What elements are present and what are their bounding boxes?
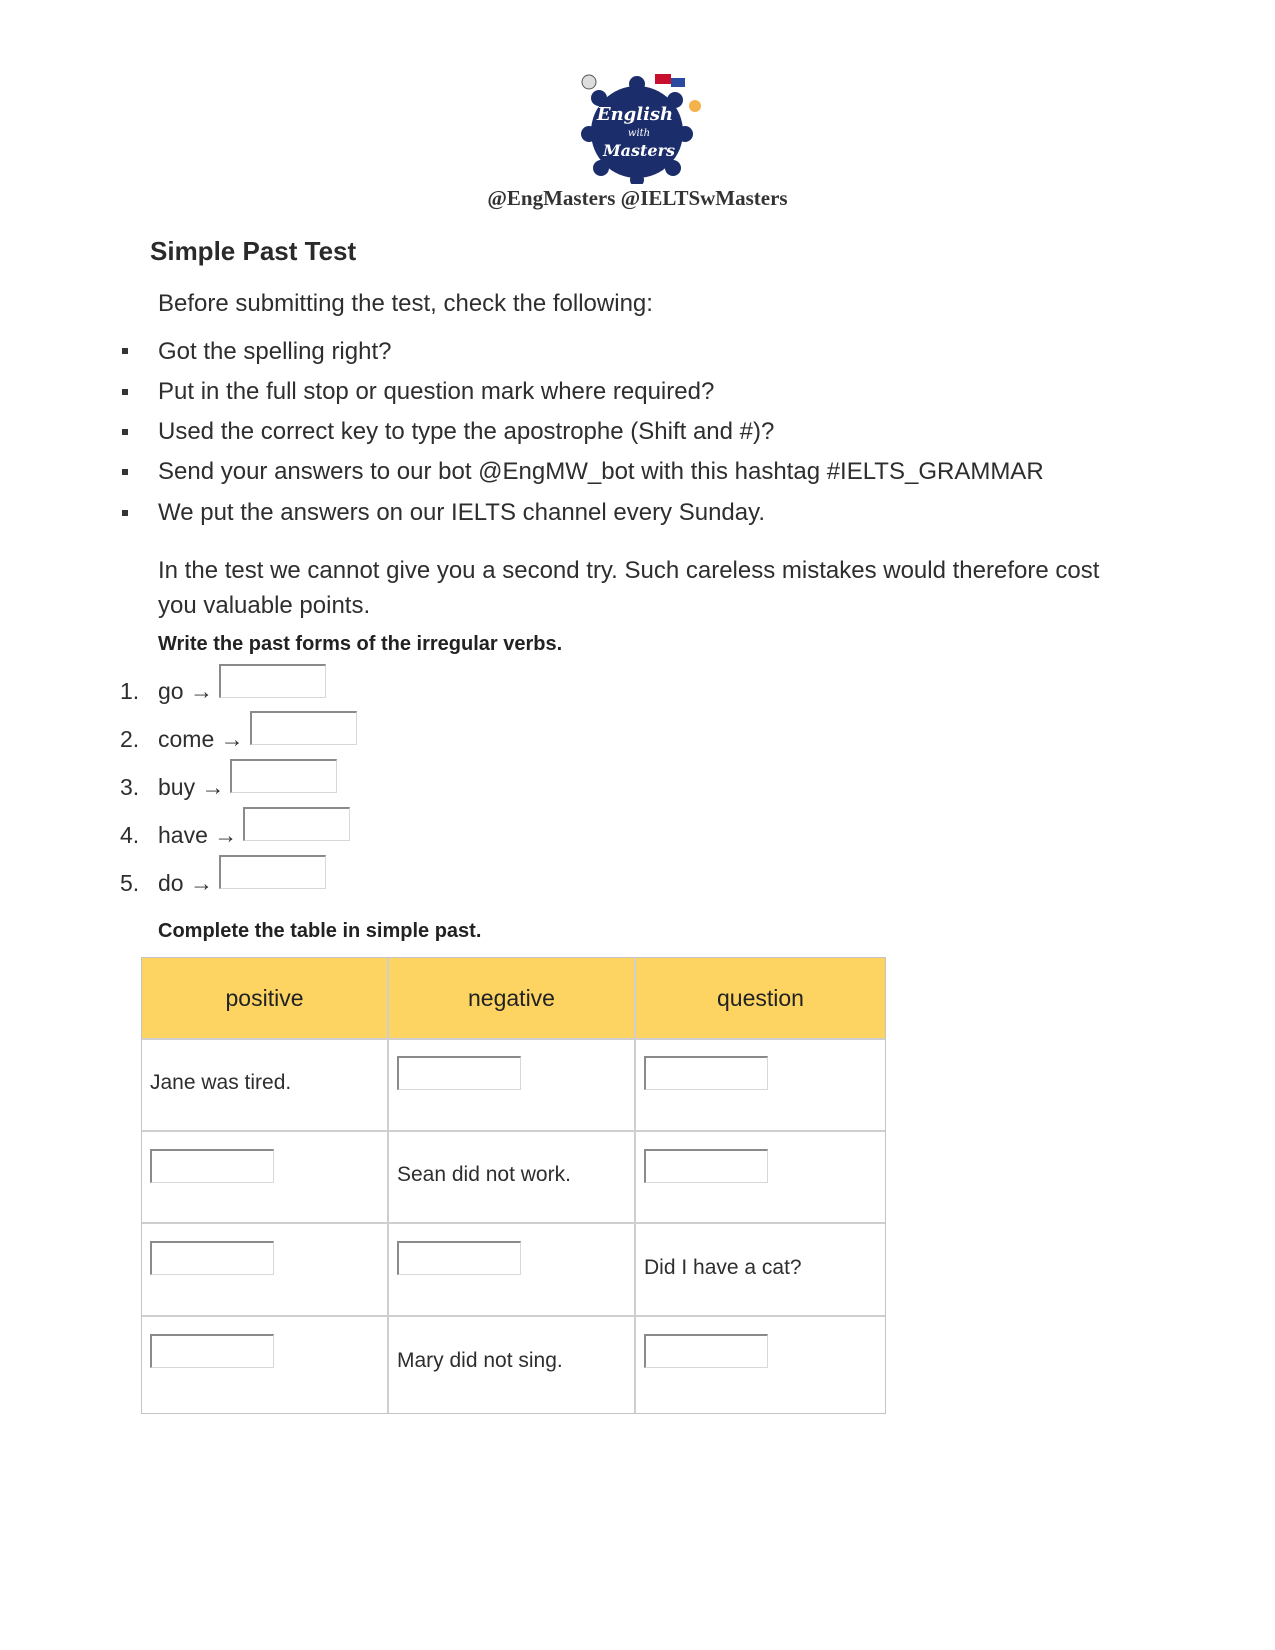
row-divider [142, 1038, 885, 1040]
verb-answer-input[interactable] [219, 855, 326, 889]
intro-text: Before submitting the test, check the following: [158, 290, 653, 317]
item-number: 4. [120, 822, 140, 848]
verb-answer-input[interactable] [219, 664, 326, 698]
bullet-icon [122, 510, 128, 516]
logo-line1: English [596, 104, 674, 125]
table-answer-input[interactable] [644, 1056, 768, 1090]
table-answer-input[interactable] [397, 1056, 521, 1090]
item-number: 1. [120, 678, 140, 704]
verb-prompt: do → [158, 870, 213, 896]
table-cell-text: Mary did not sing. [397, 1349, 563, 1372]
section1-instruction: Write the past forms of the irregular verbs. [158, 633, 563, 655]
checklist-item: Got the spelling right? [158, 338, 392, 365]
table-answer-input[interactable] [644, 1334, 768, 1368]
table-answer-input[interactable] [397, 1241, 521, 1275]
logo-line2: with [627, 128, 651, 139]
logo-line3: Masters [602, 141, 676, 160]
table-answer-input[interactable] [150, 1241, 274, 1275]
verb-answer-input[interactable] [243, 807, 350, 841]
table-cell-text: Sean did not work. [397, 1163, 571, 1186]
verb-answer-input[interactable] [250, 711, 357, 745]
checklist-item: Put in the full stop or question mark where required? [158, 378, 715, 405]
verb-answer-input[interactable] [230, 759, 337, 793]
verb-prompt: have → [158, 822, 238, 848]
page-title: Simple Past Test [150, 236, 357, 266]
english-with-masters-logo [575, 72, 705, 184]
column-divider [634, 958, 636, 1413]
header-positive: positive [142, 958, 387, 1038]
header-question: question [636, 958, 885, 1038]
verb-prompt: come → [158, 726, 244, 752]
verb-prompt: buy → [158, 774, 225, 800]
table-answer-input[interactable] [644, 1149, 768, 1183]
checklist-item: Send your answers to our bot @EngMW_bot with this hashtag #IELTS_GRAMMAR [158, 458, 1044, 485]
item-number: 2. [120, 726, 140, 752]
social-handles: @EngMasters @IELTSwMasters [487, 186, 788, 210]
item-number: 5. [120, 870, 140, 896]
table-cell-text: Jane was tired. [150, 1071, 292, 1094]
section2-instruction: Complete the table in simple past. [158, 920, 482, 942]
bullet-icon [122, 389, 128, 395]
warning-note: In the test we cannot give you a second try. Such careless mistakes would therefore cost you valuable points. [158, 557, 1100, 619]
row-divider [142, 1315, 885, 1317]
table-answer-input[interactable] [150, 1149, 274, 1183]
verb-prompt: go → [158, 678, 213, 704]
bullet-icon [122, 348, 128, 354]
checklist-item: Used the correct key to type the apostrophe (Shift and #)? [158, 418, 775, 445]
table-answer-input[interactable] [150, 1334, 274, 1368]
row-divider [142, 1130, 885, 1132]
item-number: 3. [120, 774, 140, 800]
column-divider [387, 958, 389, 1413]
bullet-icon [122, 469, 128, 475]
bullet-icon [122, 429, 128, 435]
header-negative: negative [389, 958, 634, 1038]
row-divider [142, 1222, 885, 1224]
simple-past-table [141, 957, 886, 1414]
checklist-item: We put the answers on our IELTS channel every Sunday. [158, 499, 766, 526]
table-cell-text: Did I have a cat? [644, 1256, 802, 1279]
